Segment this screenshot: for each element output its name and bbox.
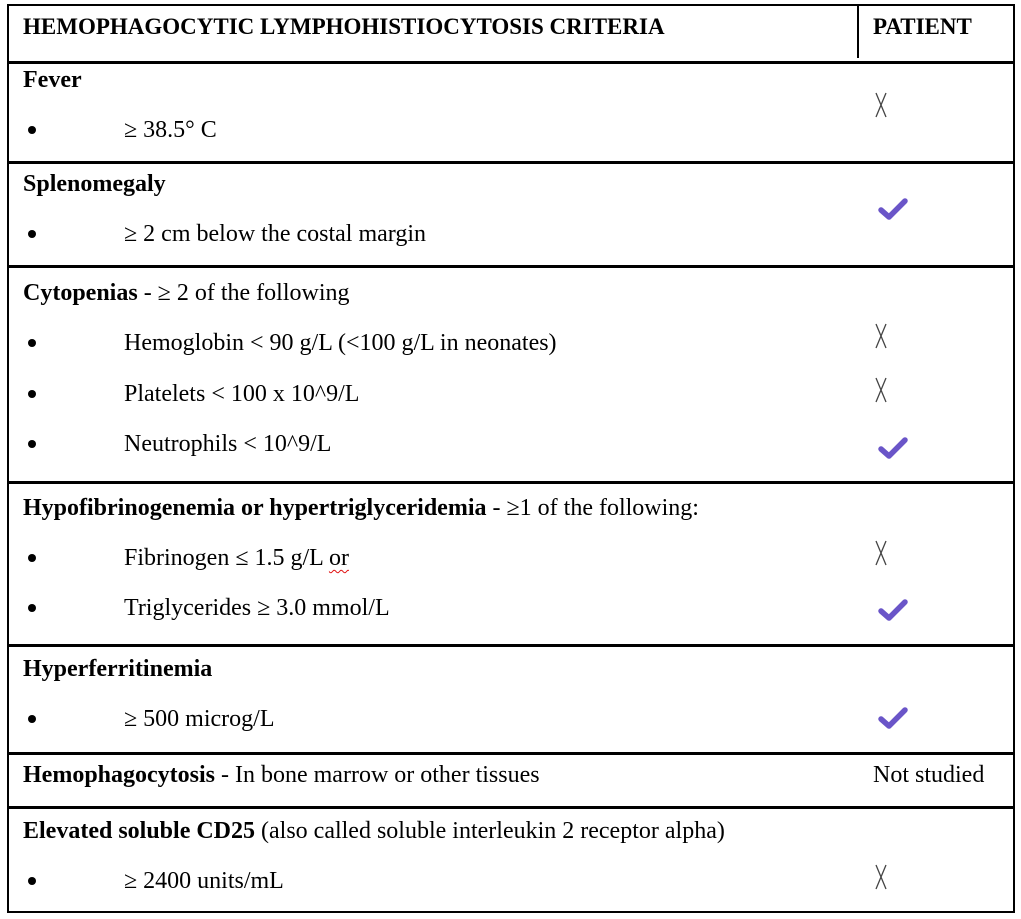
criterion-title-hypofibrinogenemia: Hypofibrinogenemia or hypertriglyceridemia - ≥1 of the following: [23,495,699,521]
bullet [28,126,36,134]
patient-status-text: Not studied [873,762,985,788]
bullet [28,339,36,347]
criterion-item: ≥ 38.5° C [124,117,217,143]
bullet [28,715,36,723]
bullet [28,604,36,612]
row-divider [9,481,1013,484]
cross-icon [873,323,889,349]
criterion-item: Hemoglobin < 90 g/L (<100 g/L in neonates) [124,330,557,356]
bullet [28,877,36,885]
bullet [28,554,36,562]
bullet [28,230,36,238]
criterion-title-cytopenias: Cytopenias - ≥ 2 of the following [23,280,350,306]
row-divider [9,806,1013,809]
hlh-criteria-table [7,4,1015,913]
bullet [28,390,36,398]
cross-icon [873,92,889,118]
criterion-title-cd25: Elevated soluble CD25 (also called soluble interleukin 2 receptor alpha) [23,818,725,844]
row-divider [9,61,1013,64]
criterion-title-splenomegaly: Splenomegaly [23,171,166,197]
criterion-item: ≥ 500 microg/L [124,706,275,732]
header-criteria: HEMOPHAGOCYTIC LYMPHOHISTIOCYTOSIS CRITERIA [23,14,665,39]
criterion-item: Fibrinogen ≤ 1.5 g/L or [124,545,349,571]
row-divider [9,265,1013,268]
cross-icon [873,377,889,403]
row-divider [9,752,1013,755]
bullet [28,440,36,448]
check-icon [877,436,909,460]
header-patient: PATIENT [873,14,972,39]
spellcheck-word: or [328,545,349,571]
check-icon [877,706,909,730]
header-divider [857,6,859,58]
criterion-title-hyperferritinemia: Hyperferritinemia [23,656,213,682]
criterion-item: ≥ 2400 units/mL [124,868,284,894]
cross-icon [873,864,889,890]
check-icon [877,197,909,221]
cross-icon [873,540,889,566]
criterion-item: ≥ 2 cm below the costal margin [124,221,426,247]
criterion-title-hemophagocytosis: Hemophagocytosis - In bone marrow or other tissues [23,762,540,788]
criterion-item: Neutrophils < 10^9/L [124,431,332,457]
check-icon [877,598,909,622]
criterion-item: Triglycerides ≥ 3.0 mmol/L [124,595,390,621]
row-divider [9,161,1013,164]
criterion-title-fever: Fever [23,67,82,93]
row-divider [9,644,1013,647]
criterion-item: Platelets < 100 x 10^9/L [124,381,360,407]
